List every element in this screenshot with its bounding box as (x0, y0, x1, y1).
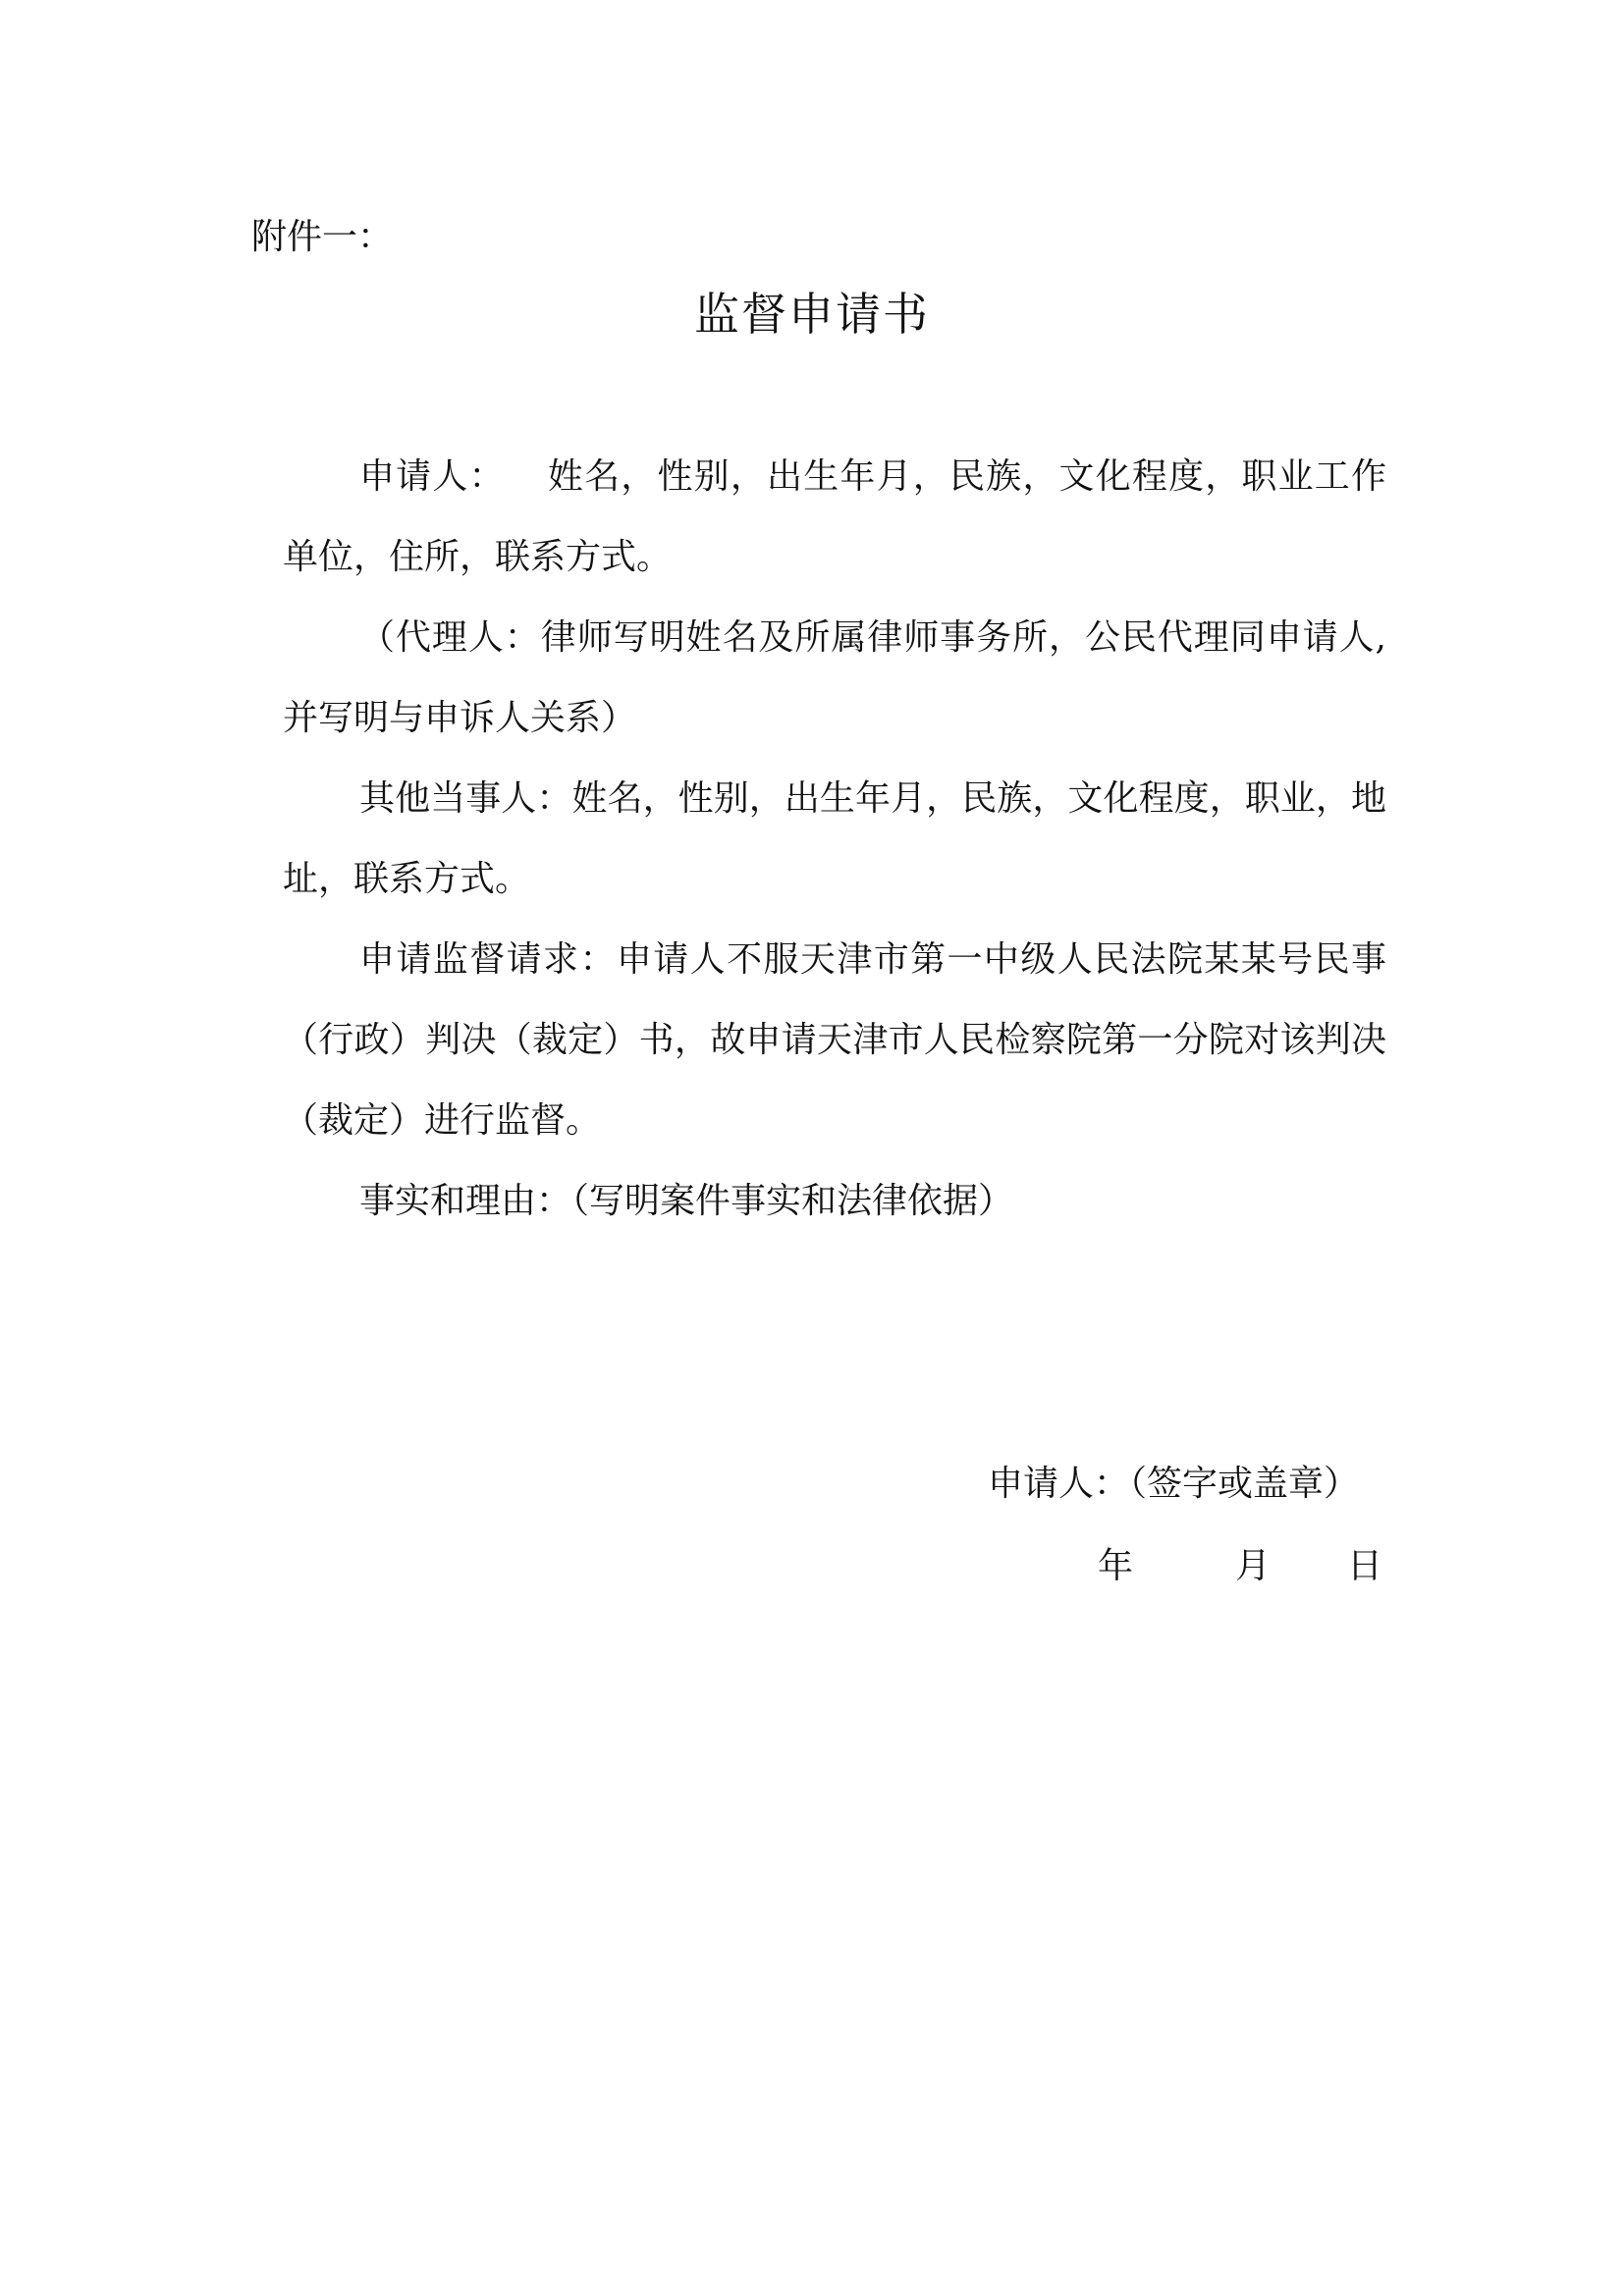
facts-and-reasons-paragraph: 事实和理由：（写明案件事实和法律依据） (359, 1181, 1014, 1221)
attachment-label: 附件一： (251, 217, 394, 257)
supervision-request-paragraph: 申请监督请求：申请人不服天津市第一中级人民法院某某号民事（行政）判决（裁定）书，故申请天津市人民检察院第一分院对该判决（裁定）进行监督。 (283, 939, 1386, 1141)
signature-line: 申请人：（签字或盖章） (988, 1464, 1360, 1504)
applicant-label: 申请人： (359, 456, 506, 497)
agent-paragraph: （代理人：律师写明姓名及所属律师事务所，公民代理同申请人, 并写明与申诉人关系） (283, 617, 1386, 738)
applicant-text: 姓名，性别，出生年月，民族，文化程度，职业工作单位，住所，联系方式。 (283, 456, 1386, 577)
date-line (1098, 1545, 1386, 1588)
date-year-label: 年 (1098, 1546, 1134, 1586)
document-title: 监督申请书 (694, 288, 930, 341)
document-body (283, 437, 1386, 1242)
date-day-label: 日 (1347, 1546, 1383, 1586)
applicant-paragraph (283, 437, 1386, 598)
other-parties-paragraph: 其他当事人：姓名，性别，出生年月，民族，文化程度，职业，地址，联系方式。 (283, 778, 1386, 899)
date-month-label: 月 (1235, 1546, 1272, 1586)
